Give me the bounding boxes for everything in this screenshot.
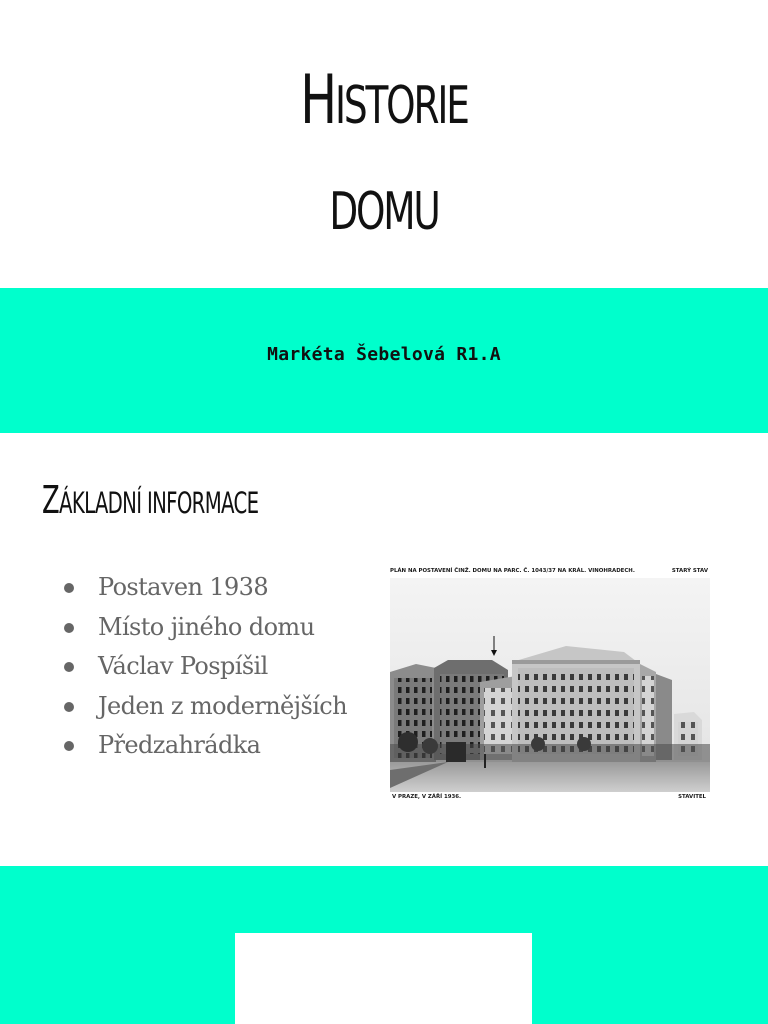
page-title [108,48,661,265]
building-illustration [388,564,712,806]
photo-header-state: STARÝ STAV [671,568,708,574]
bullet-dot-icon [64,623,74,633]
title-section [0,0,768,288]
author-name: Markéta Šebelová R1.A [267,344,501,365]
title-line-2: DOMU [329,182,439,242]
title-initial: H [300,61,335,140]
bullet-dot-icon [64,662,74,672]
card-heading-fragment [311,1017,351,1024]
photo-footer-signature: STAVITEL [678,794,706,800]
list-item-text: Místo jiného domu [98,612,315,641]
photo-header-title: PLÁN NA POSTAVENÍ ČINŽ. DOMU NA PARC. Č. 1043/37 NA KRÁL. VINOHRADECH. [390,568,635,574]
list-item [62,568,347,608]
photo-footer [392,794,706,800]
list-item [62,608,347,648]
section-heading-text: ÁKLADNÍ INFORMACE [59,486,259,520]
historic-building-photo [388,564,712,806]
next-slide-card [235,933,532,1024]
title-line-1: ISTORIE [334,76,468,136]
photo-footer-date: V PRAZE, V ZÁŘÍ 1936. [392,794,462,800]
list-item-text: Postaven 1938 [98,573,269,601]
list-item-text: Jeden z modernějších [98,691,347,720]
section-heading [42,478,258,522]
list-item [62,647,347,687]
info-list [62,568,347,766]
bullet-dot-icon [64,702,74,712]
list-item [62,726,347,766]
list-item [62,687,347,727]
list-item-text: Předzahrádka [98,731,261,759]
list-item-text: Václav Pospíšil [98,652,268,680]
section-heading-initial: Z [42,478,60,522]
bullet-dot-icon [64,741,74,751]
bullet-dot-icon [64,583,74,593]
